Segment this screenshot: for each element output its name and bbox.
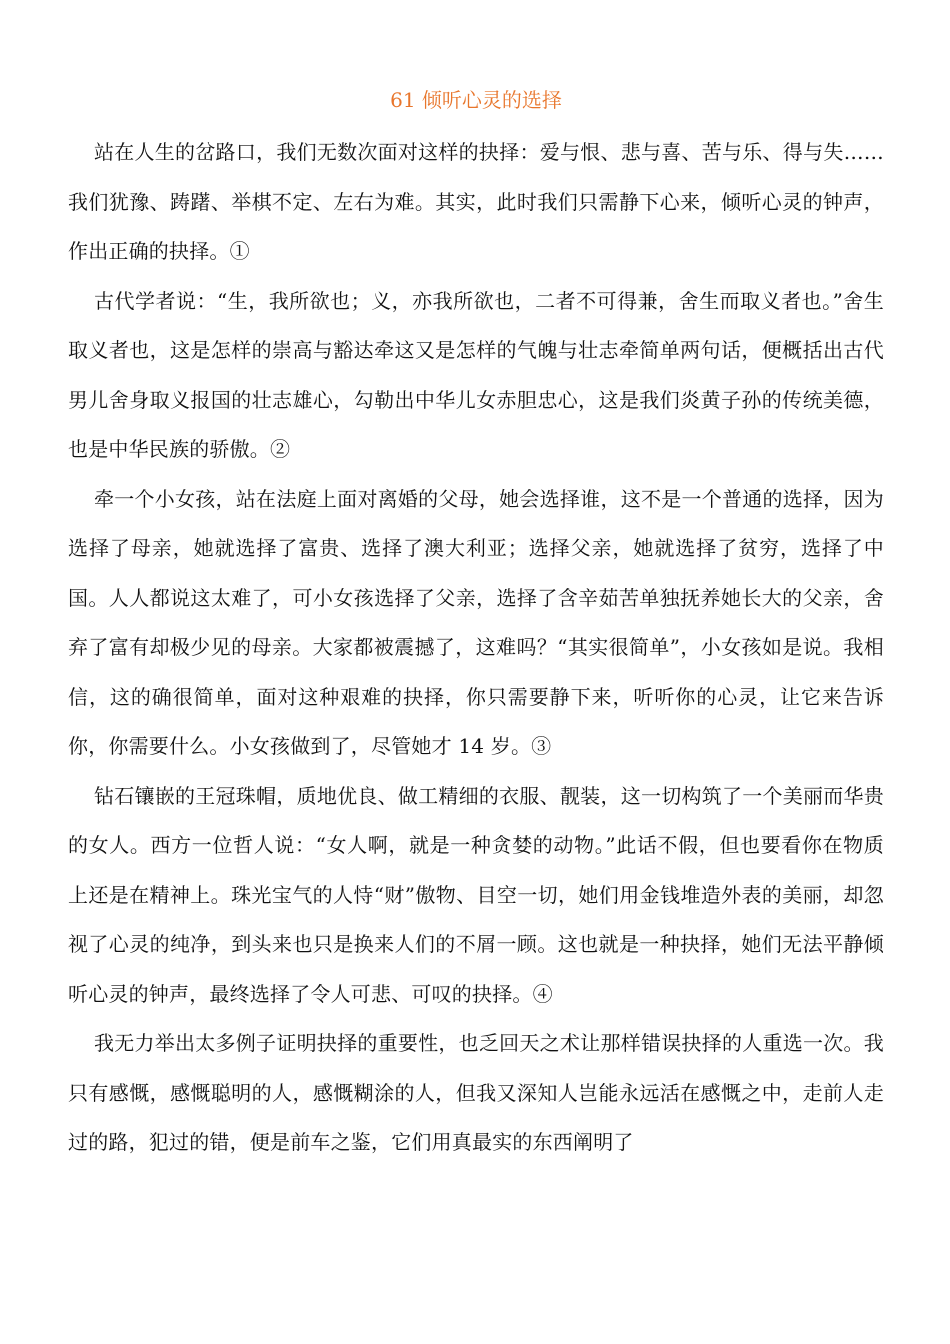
document-page — [68, 84, 884, 1168]
paragraph-4: 钻石镶嵌的王冠珠帽，质地优良、做工精细的衣服、靓装，这一切构筑了一个美丽而华贵的女人。西方一位哲人说：“女人啊，就是一种贪婪的动物。”此话不假，但也要看你在物质上还是在精神上。珠光宝气的人恃“财”傲物、目空一切，她们用金钱堆造外表的美丽，却忽视了心灵的纯净，到头来也只是换来人们的不屑一顾。这也就是一种抉择，她们无法平静倾听心灵的钟声，最终选择了令人可悲、可叹的抉择。④ — [68, 783, 884, 1006]
paragraph-2: 古代学者说：“生，我所欲也；义，亦我所欲也，二者不可得兼，舍生而取义者也。”舍生取义者也，这是怎样的崇高与豁达牵这又是怎样的气魄与壮志牵简单两句话，便概括出古代男儿舍身取义报国的壮志雄心，勾勒出中华儿女赤胆忠心，这是我们炎黄子孙的传统美德，也是中华民族的骄傲。② — [68, 288, 884, 461]
paragraph-3: 牵一个小女孩，站在法庭上面对离婚的父母，她会选择谁，这不是一个普通的选择，因为选择了母亲，她就选择了富贵、选择了澳大利亚；选择父亲，她就选择了贫穷，选择了中国。人人都说这太难了，可小女孩选择了父亲，选择了含辛茹苦单独抚养她长大的父亲，舍弃了富有却极少见的母亲。大家都被震撼了，这难吗？“其实很简单”，小女孩如是说。我相信，这的确很简单，面对这种艰难的抉择，你只需要静下来，听听你的心灵，让它来告诉你，你需要什么。小女孩做到了，尽管她才 14 岁。③ — [68, 486, 884, 758]
paragraph-5: 我无力举出太多例子证明抉择的重要性，也乏回天之术让那样错误抉择的人重选一次。我只有感慨，感慨聪明的人，感慨糊涂的人，但我又深知人岂能永远活在感慨之中，走前人走过的路，犯过的错，便是前车之鉴，它们用真最实的东西阐明了 — [68, 1031, 884, 1154]
paragraph-1: 站在人生的岔路口，我们无数次面对这样的抉择：爱与恨、悲与喜、苦与乐、得与失……我们犹豫、踌躇、举棋不定、左右为难。其实，此时我们只需静下心来，倾听心灵的钟声，作出正确的抉择。① — [68, 140, 884, 263]
document-title: 61 倾听心灵的选择 — [390, 88, 562, 112]
